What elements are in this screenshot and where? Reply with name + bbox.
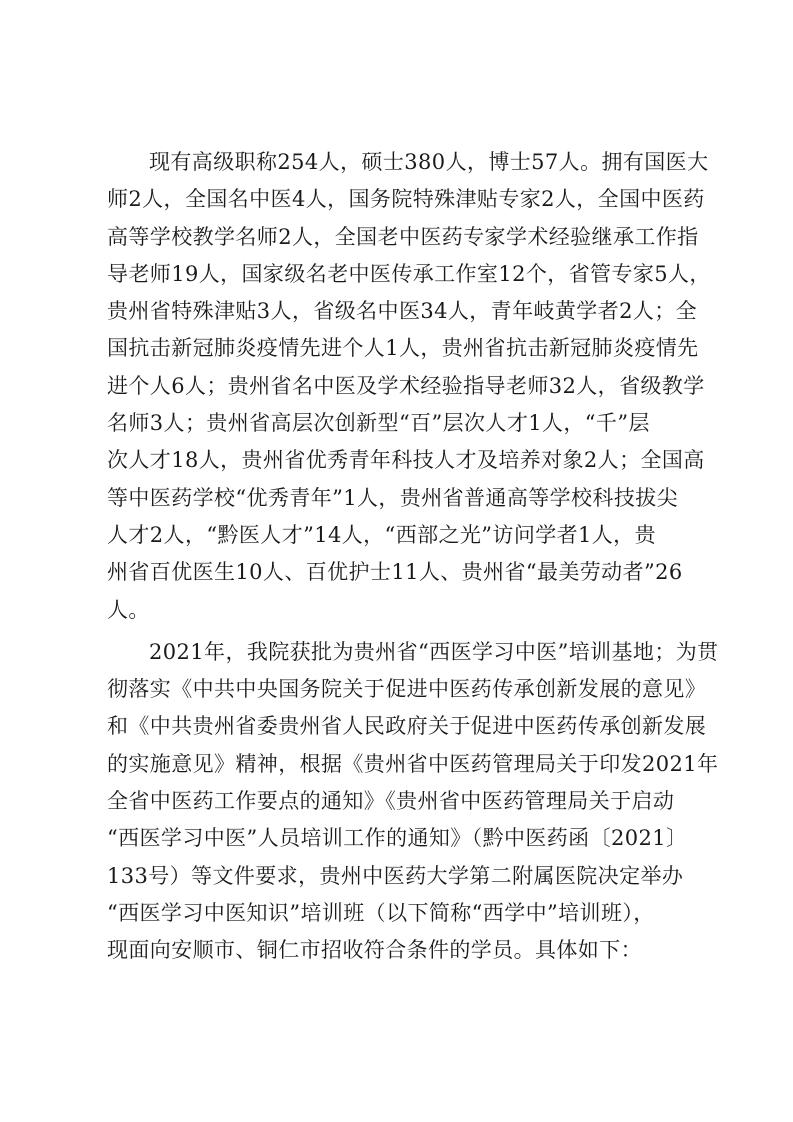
paragraph-line: 2021年，我院获批为贵州省“西医学习中医”培训基地；为贯: [149, 639, 719, 664]
paragraph-staff-qualifications: [107, 144, 711, 629]
paragraph-line: 等中医药学校“优秀青年”1人，贵州省普通高等学校科技拔尖: [107, 485, 679, 510]
paragraph-line: 高等学校教学名师2人，全国老中医药专家学术经验继承工作指: [107, 224, 699, 249]
paragraph-line: 彻落实《中共中央国务院关于促进中医药传承创新发展的意见》: [107, 677, 707, 702]
paragraph-line: 人才2人，“黔医人才”14人，“西部之光”访问学者1人，贵: [107, 522, 656, 547]
paragraph-line: 全省中医药工作要点的通知》《贵州省中医药管理局关于启动: [107, 789, 675, 814]
paragraph-line: 州省百优医生10人、百优护士11人、贵州省“最美劳动者”26: [107, 560, 683, 585]
paragraph-line: 133号）等文件要求，贵州中医药大学第二附属医院决定举办: [107, 863, 684, 888]
paragraph-line: 的实施意见》精神，根据《贵州省中医药管理局关于印发2021年: [107, 751, 719, 776]
paragraph-line: “西医学习中医”人员培训工作的通知》（黔中医药函〔2021〕: [107, 826, 688, 851]
paragraph-line: “西医学习中医知识”培训班（以下简称“西学中”培训班），: [107, 900, 655, 925]
paragraph-line: 名师3人；贵州省高层次创新型“百”层次人才1人，“千”层: [107, 411, 650, 436]
paragraph-line: 现面向安顺市、铜仁市招收符合条件的学员。具体如下：: [107, 938, 642, 963]
paragraph-line: 现有高级职称254人，硕士380人，博士57人。拥有国医大: [149, 150, 709, 174]
paragraph-line: 国抗击新冠肺炎疫情先进个人1人，贵州省抗击新冠肺炎疫情先: [107, 336, 699, 361]
paragraph-line: 师2人，全国名中医4人，国务院特殊津贴专家2人，全国中医药: [107, 187, 705, 212]
paragraph-line: 人。: [107, 597, 150, 622]
paragraph-line: 次人才18人，贵州省优秀青年科技人才及培养对象2人；全国高: [107, 448, 705, 473]
paragraph-training-announcement: [107, 634, 719, 970]
paragraph-line: 和《中共贵州省委贵州省人民政府关于促进中医药传承创新发展: [107, 714, 707, 739]
paragraph-line: 贵州省特殊津贴3人，省级名中医34人，青年岐黄学者2人；全: [107, 299, 698, 324]
paragraph-line: 进个人6人；贵州省名中医及学术经验指导老师32人，省级教学: [107, 373, 705, 398]
document-body: [107, 144, 719, 970]
paragraph-line: 导老师19人，国家级名老中医传承工作室12个，省管专家5人，: [107, 261, 711, 286]
